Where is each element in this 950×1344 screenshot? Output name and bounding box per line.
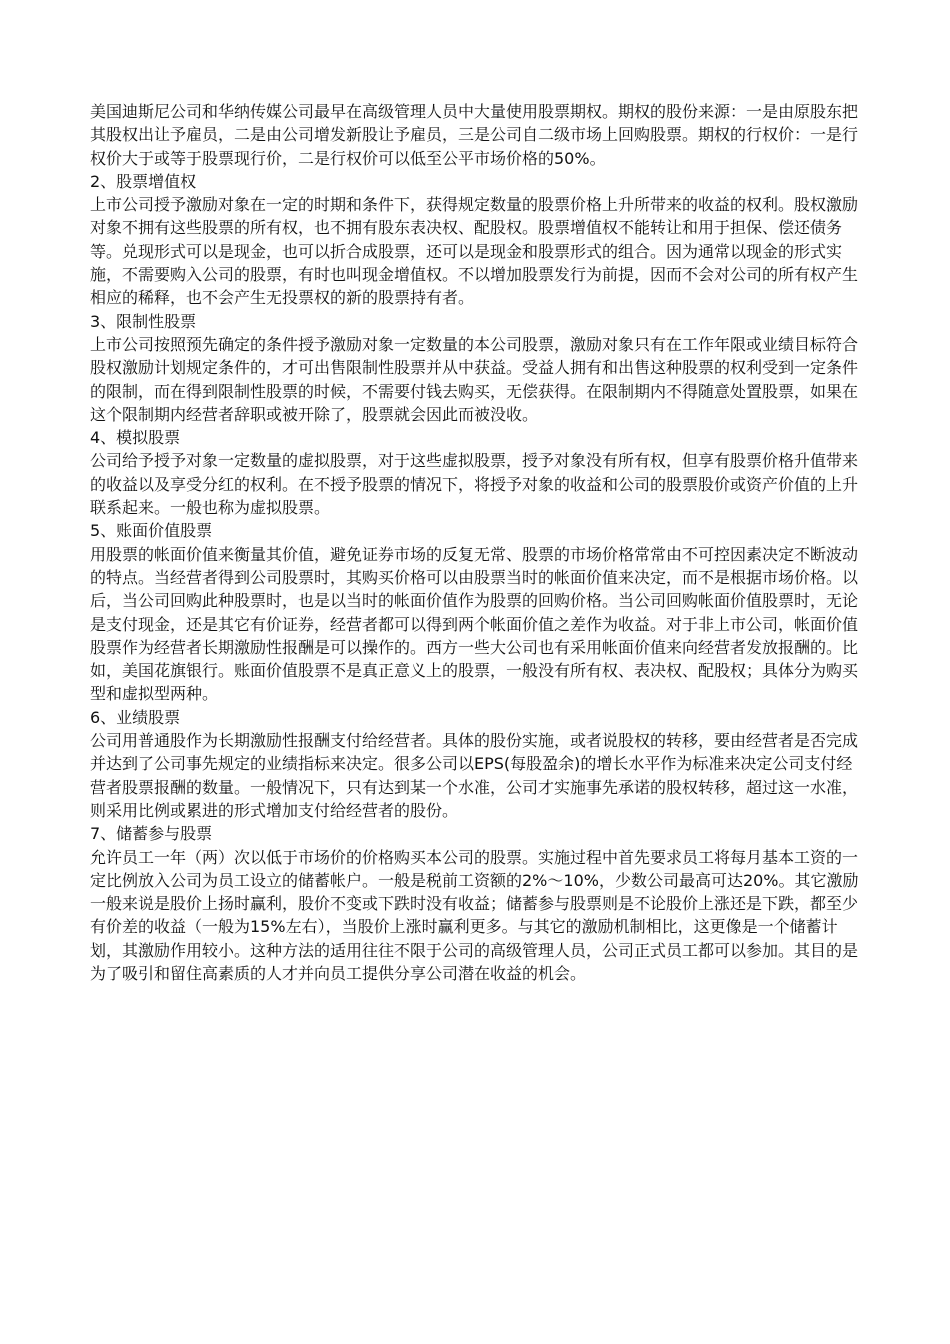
section-body-savings-participation-stock: 允许员工一年（两）次以低于市场价的价格购买本公司的股票。实施过程中首先要求员工将每月基本工资的一定比例放入公司为员工设立的储蓄帐户。一般是税前工资额的2%～10%，少数公司最高可达20%。其它激励一般来说是股价上扬时赢利，股价不变或下跌时没有收益；储蓄参与股票则是不论股价上涨还是下跌，都至少有价差的收益（一般为15%左右），当股价上涨时赢利更多。与其它的激励机制相比，这更像是一个储蓄计划，其激励作用较小。这种方法的适用往往不限于公司的高级管理人员，公司正式员工都可以参加。其目的是为了吸引和留住高素质的人才并向员工提供分享公司潜在收益的机会。 [90, 847, 859, 983]
section-heading-performance-stock: 6、业绩股票 [90, 707, 181, 727]
section-body-performance-stock: 公司用普通股作为长期激励性报酬支付给经营者。具体的股份实施，或者说股权的转移，要由经营者是否完成并达到了公司事先规定的业绩指标来决定。很多公司以EPS(每股盈余)的增长水平作为标准来决定公司支付经营者股票报酬的数量。一般情况下，只有达到某一个水准，公司才实施事先承诺的股权转移，超过这一水准，则采用比例或累进的形式增加支付给经营者的股份。 [90, 731, 859, 820]
section-heading-savings-participation-stock: 7、储蓄参与股票 [90, 824, 213, 844]
section-body-stock-appreciation-rights: 上市公司授予激励对象在一定的时期和条件下，获得规定数量的股票价格上升所带来的收益的权利。股权激励对象不拥有这些股票的所有权，也不拥有股东表决权、配股权。股票增值权不能转让和用于担保、偿还债务等。兑现形式可以是现金，也可以折合成股票，还可以是现金和股票形式的组合。因为通常以现金的形式实施，不需要购入公司的股票，有时也叫现金增值权。不以增加股票发行为前提，因而不会对公司的所有权产生相应的稀释，也不会产生无投票权的新的股票持有者。 [90, 195, 859, 308]
document-page [90, 100, 865, 985]
section-body-restricted-stock: 上市公司按照预先确定的条件授予激励对象一定数量的本公司股票，激励对象只有在工作年限或业绩目标符合股权激励计划规定条件的，才可出售限制性股票并从中获益。受益人拥有和出售这种股票的权利受到一定条件的限制，而在得到限制性股票的时候，不需要付钱去购买，无偿获得。在限制期内不得随意处置股票，如果在这个限制期内经营者辞职或被开除了，股票就会因此而被没收。 [90, 334, 859, 424]
intro-paragraph: 美国迪斯尼公司和华纳传媒公司最早在高级管理人员中大量使用股票期权。期权的股份来源：一是由原股东把其股权出让予雇员，二是由公司增发新股让予雇员，三是公司自二级市场上回购股票。期权的行权价：一是行权价大于或等于股票现行价，二是行权价可以低至公平市场价格的50%。 [90, 102, 859, 168]
section-body-book-value-stock: 用股票的帐面价值来衡量其价值，避免证券市场的反复无常、股票的市场价格常常由不可控因素决定不断波动的特点。当经营者得到公司股票时，其购买价格可以由股票当时的帐面价值来决定，而不是根据市场价格。以后，当公司回购此种股票时，也是以当时的帐面价值作为股票的回购价格。当公司回购帐面价值股票时，无论是支付现金，还是其它有价证券，经营者都可以得到两个帐面价值之差作为收益。对于非上市公司，帐面价值股票作为经营者长期激励性报酬是可以操作的。西方一些大公司也有采用帐面价值来向经营者发放报酬的。比如，美国花旗银行。账面价值股票不是真正意义上的股票，一般没有所有权、表决权、配股权；具体分为购买型和虚拟型两种。 [90, 544, 859, 704]
section-heading-book-value-stock: 5、账面价值股票 [90, 521, 213, 541]
section-heading-stock-appreciation-rights: 2、股票增值权 [90, 171, 197, 191]
section-heading-restricted-stock: 3、限制性股票 [90, 311, 197, 331]
section-body-phantom-stock: 公司给予授予对象一定数量的虚拟股票，对于这些虚拟股票，授予对象没有所有权，但享有股票价格升值带来的收益以及享受分红的权利。在不授予股票的情况下，将授予对象的收益和公司的股票股价或资产价值的上升联系起来。一般也称为虚拟股票。 [90, 451, 859, 518]
section-heading-phantom-stock: 4、模拟股票 [90, 428, 181, 448]
